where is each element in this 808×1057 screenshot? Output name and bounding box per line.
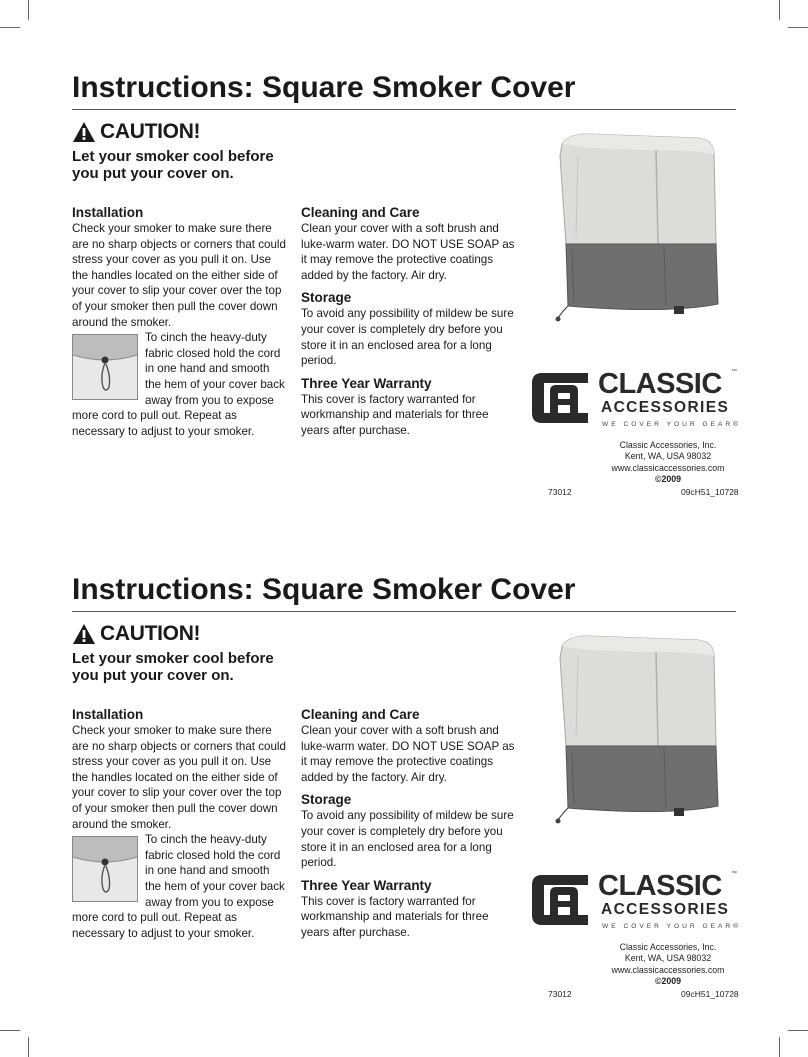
smoker-cover-image — [548, 628, 720, 828]
cinch-text: To cinch the heavy-duty fabric closed hold the cord in one hand and smooth the hem of your cover back away from you to expose more cord to pull out. Repeat as necessary to adjust to your smoker. — [72, 331, 285, 438]
title-bold: Instructions: — [72, 71, 254, 104]
address-web: www.classicaccessories.com — [611, 462, 725, 473]
part-number: 73012 — [548, 989, 572, 999]
logo-tagline: WE COVER YOUR GEAR® — [602, 421, 742, 428]
trademark-symbol: ™ — [731, 369, 737, 375]
cord-photo — [72, 334, 138, 400]
cool-note: Let your smoker cool before you put your cover on. — [72, 650, 274, 684]
title-rule — [72, 109, 736, 110]
logo-wordmark: CLASSIC — [598, 368, 722, 400]
storage-heading: Storage — [301, 290, 352, 306]
storage-heading: Storage — [301, 792, 352, 808]
cinch-cord-illustration — [73, 335, 137, 399]
address-web: www.classicaccessories.com — [611, 964, 725, 975]
crop-mark — [28, 1037, 29, 1057]
address-city: Kent, WA, USA 98032 — [624, 953, 712, 964]
copyright: ©2009 — [654, 975, 682, 986]
warranty-text: This cover is factory warranted for workmanship and materials for three years after purchase. — [301, 392, 489, 437]
caution-banner — [72, 621, 200, 647]
part-number: 73012 — [548, 487, 572, 497]
instruction-sheet-top — [0, 0, 808, 520]
cool-note: Let your smoker cool before you put your cover on. — [72, 148, 274, 182]
crop-mark — [788, 1030, 808, 1031]
installation-text: Check your smoker to make sure there are no sharp objects or corners that could stress your cover as you pull it on. Use the handles located on the either side of your cover to slip your cover over the top of your smoker then pull the cover down around the smoker. — [72, 222, 286, 329]
care-column — [301, 706, 516, 941]
cord-photo — [72, 836, 138, 902]
cleaning-text: Clean your cover with a soft brush and luke-warm water. DO NOT USE SOAP as it may remove the protective coatings added by the factory. Air dry. — [301, 724, 515, 784]
warning-triangle-icon — [72, 121, 96, 143]
storage-text: To avoid any possibility of mildew be sure your cover is completely dry before you store it in an enclosed area for a long period. — [301, 307, 514, 368]
logo-wordmark: CLASSIC — [598, 870, 722, 902]
logo-tagline: WE COVER YOUR GEAR® — [602, 923, 742, 930]
crop-mark — [779, 1037, 780, 1057]
warning-triangle-icon — [72, 623, 96, 645]
installation-column — [72, 204, 287, 439]
caution-label: CAUTION! — [100, 120, 201, 143]
page-title — [72, 572, 575, 608]
title-rule — [72, 611, 736, 612]
document-code: 09cH51_10728 — [681, 989, 739, 999]
warranty-text: This cover is factory warranted for workmanship and materials for three years after purchase. — [301, 894, 489, 939]
logo-subtitle: ACCESSORIES — [601, 901, 730, 918]
warranty-heading: Three Year Warranty — [301, 877, 432, 893]
logo-ca-mark-icon — [528, 869, 592, 931]
document-code: 09cH51_10728 — [681, 487, 739, 497]
caution-label: CAUTION! — [100, 622, 201, 645]
logo-ca-mark-icon — [528, 367, 592, 429]
smoker-cover-image — [548, 126, 720, 326]
warranty-heading: Three Year Warranty — [301, 375, 432, 391]
company-address — [603, 440, 733, 485]
company-address — [603, 942, 733, 987]
trademark-symbol: ™ — [731, 871, 737, 877]
installation-heading: Installation — [72, 205, 144, 220]
address-company: Classic Accessories, Inc. — [619, 440, 717, 450]
classic-accessories-logo — [528, 367, 740, 433]
cleaning-text: Clean your cover with a soft brush and luke-warm water. DO NOT USE SOAP as it may remove the protective coatings added by the factory. Air dry. — [301, 222, 515, 282]
caution-banner — [72, 119, 200, 145]
care-column — [301, 204, 516, 439]
address-company: Classic Accessories, Inc. — [619, 942, 717, 952]
cinch-cord-illustration — [73, 837, 137, 901]
crop-mark — [0, 1030, 20, 1031]
installation-text: Check your smoker to make sure there are no sharp objects or corners that could stress your cover as you pull it on. Use the handles located on the either side of your cover to slip your cover over the top of your smoker then pull the cover down around the smoker. — [72, 724, 286, 831]
installation-column — [72, 706, 287, 941]
title-bold: Instructions: — [72, 573, 254, 606]
storage-text: To avoid any possibility of mildew be sure your cover is completely dry before you store it in an enclosed area for a long period. — [301, 809, 514, 870]
cleaning-heading: Cleaning and Care — [301, 205, 420, 220]
title-rest: Square Smoker Cover — [253, 71, 576, 104]
installation-heading: Installation — [72, 707, 144, 722]
title-rest: Square Smoker Cover — [253, 573, 576, 606]
cinch-text: To cinch the heavy-duty fabric closed hold the cord in one hand and smooth the hem of your cover back away from you to expose more cord to pull out. Repeat as necessary to adjust to your smoker. — [72, 833, 285, 940]
page-title — [72, 70, 575, 106]
instruction-sheet-bottom — [0, 502, 808, 1022]
cleaning-heading: Cleaning and Care — [301, 707, 420, 722]
address-city: Kent, WA, USA 98032 — [624, 451, 712, 462]
copyright: ©2009 — [654, 473, 682, 484]
classic-accessories-logo — [528, 869, 740, 935]
logo-subtitle: ACCESSORIES — [601, 399, 730, 416]
